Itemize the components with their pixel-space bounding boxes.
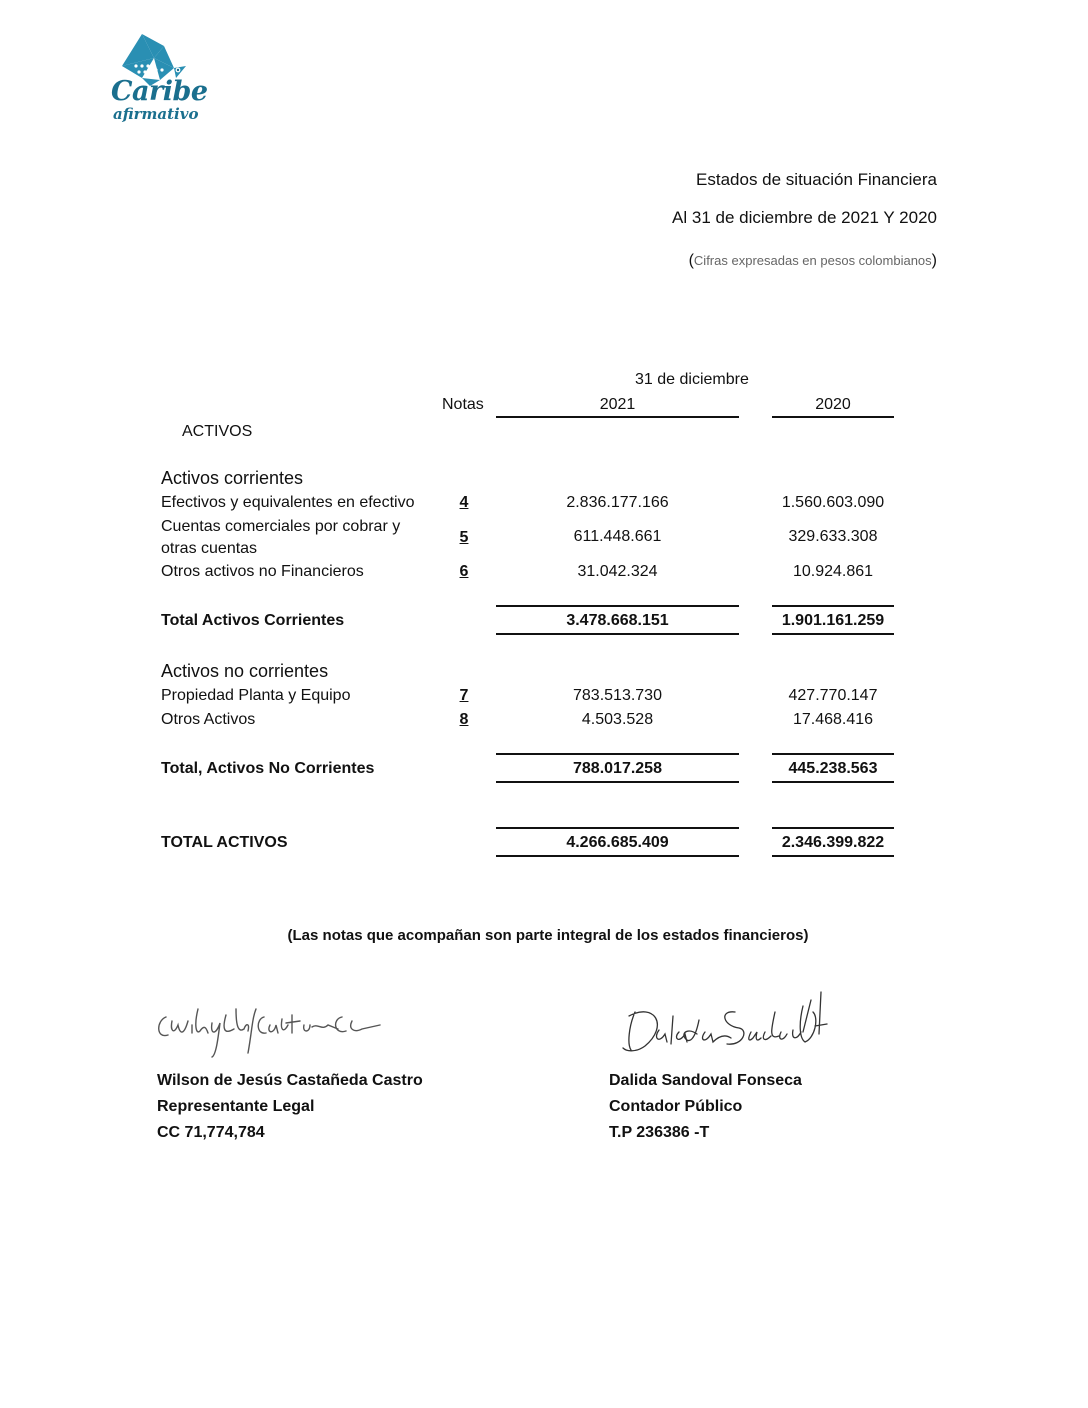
note-ref[interactable]: 8 — [459, 711, 469, 728]
value-2020: 17.468.416 — [792, 711, 874, 728]
row-label-cont: otras cuentas — [161, 540, 258, 557]
document-subtitle: Al 31 de diciembre de 2021 Y 2020 — [672, 208, 937, 227]
grand-total-rule-top — [496, 827, 739, 829]
footnote: (Las notas que acompañan son parte integral de los estados financieros) — [287, 927, 809, 944]
brand-tagline: afirmativo — [113, 105, 199, 123]
signatory-2 — [609, 1068, 802, 1146]
note-ref[interactable]: 7 — [459, 687, 469, 704]
signatory-1 — [157, 1068, 423, 1146]
total-current-2021: 3.478.668.151 — [566, 612, 669, 629]
total-rule-top — [496, 605, 739, 607]
note-ref[interactable]: 5 — [459, 529, 469, 546]
signature-accountant — [615, 982, 845, 1062]
grand-total-label: TOTAL ACTIVOS — [161, 834, 288, 851]
value-2020: 1.560.603.090 — [781, 494, 885, 511]
signatory-id: T.P 236386 -T — [609, 1124, 710, 1141]
total-current-label: Total Activos Corrientes — [161, 612, 345, 629]
value-2021: 4.503.528 — [581, 711, 654, 728]
total-rule-bottom — [496, 781, 739, 783]
value-2020: 10.924.861 — [792, 563, 874, 580]
grand-total-rule-top — [772, 827, 894, 829]
value-2021: 783.513.730 — [573, 687, 662, 704]
currency-note-text: Cifras expresadas en pesos colombianos — [693, 253, 932, 268]
total-current-2020: 1.901.161.259 — [781, 612, 885, 629]
signatory-name: Dalida Sandoval Fonseca — [609, 1072, 802, 1089]
grand-total-rule-bottom — [772, 855, 894, 857]
noncurrent-assets-heading: Activos no corrientes — [161, 661, 329, 681]
current-assets-heading: Activos corrientes — [161, 468, 304, 488]
signature-legal-rep — [152, 995, 412, 1060]
total-rule-bottom — [496, 633, 739, 635]
grand-total-2020: 2.346.399.822 — [781, 834, 885, 851]
value-2021: 2.836.177.166 — [566, 494, 669, 511]
total-noncurrent-2021: 788.017.258 — [573, 760, 662, 777]
year-2021-header: 2021 — [599, 396, 636, 413]
signatory-id: CC 71,774,784 — [157, 1124, 265, 1141]
grand-total-rule-bottom — [496, 855, 739, 857]
value-2020: 329.633.308 — [788, 528, 878, 545]
total-noncurrent-2020: 445.238.563 — [788, 760, 878, 777]
period-header: 31 de diciembre — [635, 371, 749, 388]
total-rule-top — [496, 753, 739, 755]
row-label: Propiedad Planta y Equipo — [161, 687, 351, 704]
row-label: Efectivos y equivalentes en efectivo — [161, 494, 415, 511]
total-rule-bottom — [772, 781, 894, 783]
row-label: Cuentas comerciales por cobrar y — [161, 518, 401, 535]
total-rule-top — [772, 605, 894, 607]
value-2021: 31.042.324 — [577, 563, 658, 580]
document-title: Estados de situación Financiera — [696, 170, 937, 189]
header-rule-2020 — [772, 416, 894, 418]
total-rule-bottom — [772, 633, 894, 635]
header-rule-2021 — [496, 416, 739, 418]
note-ref[interactable]: 4 — [459, 494, 469, 511]
grand-total-2021: 4.266.685.409 — [566, 834, 669, 851]
year-2020-header: 2020 — [815, 396, 851, 413]
brand-name: Caribe — [111, 76, 208, 107]
signatory-name: Wilson de Jesús Castañeda Castro — [157, 1072, 423, 1089]
notes-header: Notas — [442, 396, 484, 413]
signatory-role: Contador Público — [609, 1098, 743, 1115]
value-2020: 427.770.147 — [788, 687, 878, 704]
row-label: Otros activos no Financieros — [161, 563, 364, 580]
row-label: Otros Activos — [161, 711, 256, 728]
total-rule-top — [772, 753, 894, 755]
signatory-role: Representante Legal — [157, 1098, 315, 1115]
value-2021: 611.448.661 — [573, 528, 662, 545]
section-title: ACTIVOS — [182, 423, 253, 440]
total-noncurrent-label: Total, Activos No Corrientes — [161, 760, 375, 777]
currency-note: (Cifras expresadas en pesos colombianos) — [688, 252, 937, 269]
note-ref[interactable]: 6 — [459, 563, 469, 580]
